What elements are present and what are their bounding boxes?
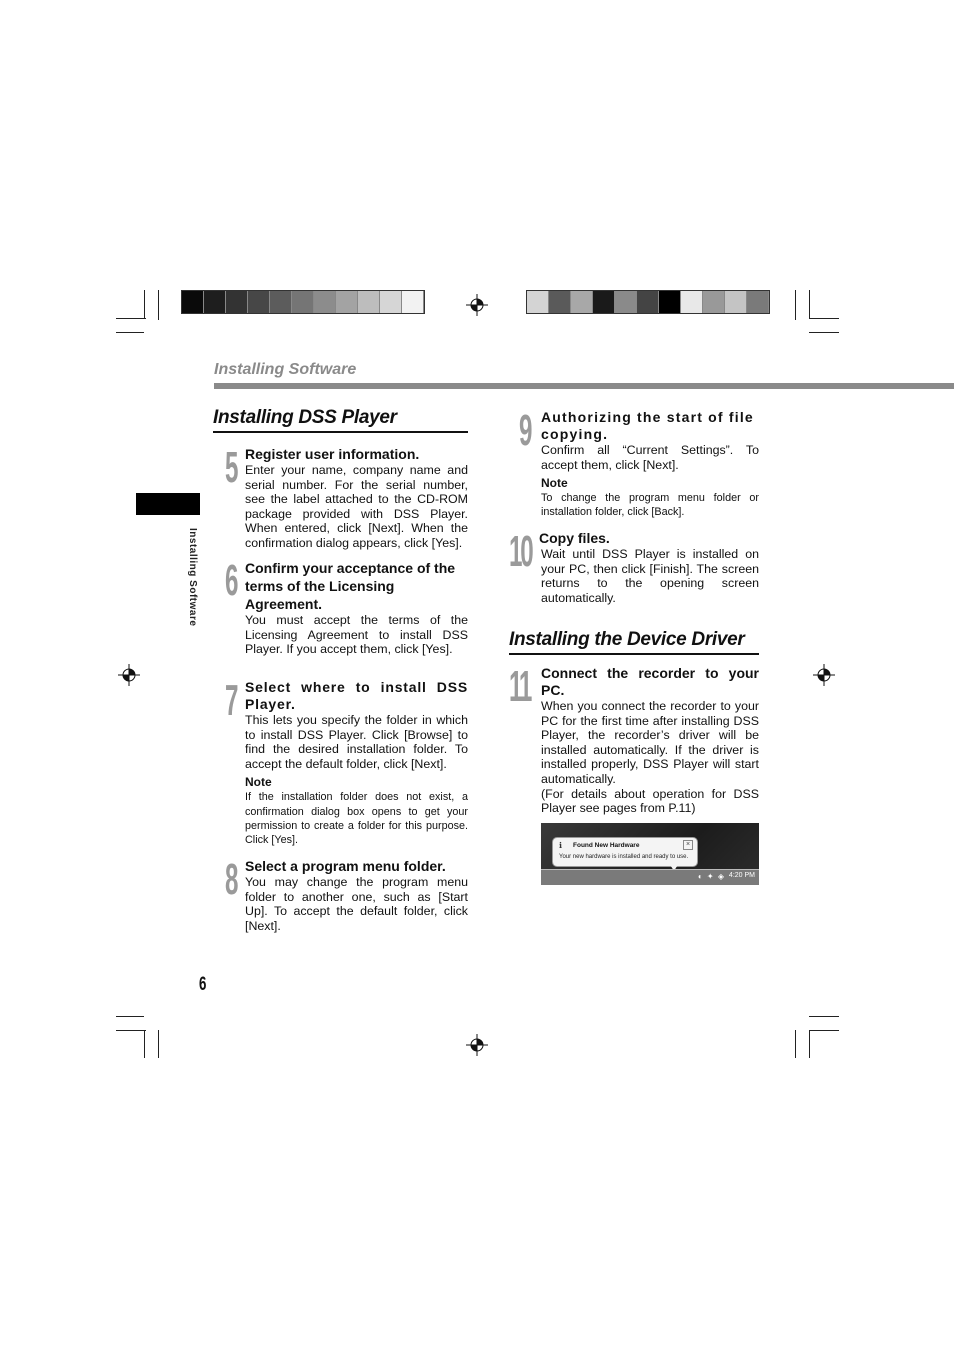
color-swatch bbox=[380, 291, 402, 313]
step-heading: Register user information. bbox=[245, 446, 420, 462]
crop-mark-bottom-left-h bbox=[116, 1016, 144, 1017]
color-swatch bbox=[615, 291, 637, 313]
step-number: 9 bbox=[519, 406, 531, 455]
color-swatch bbox=[747, 291, 769, 313]
step-number: 11 bbox=[509, 662, 531, 711]
color-swatch bbox=[204, 291, 226, 313]
step-5 bbox=[225, 443, 468, 551]
color-swatch bbox=[527, 291, 549, 313]
registration-mark-icon bbox=[813, 664, 835, 686]
crop-mark-top-left-v2 bbox=[158, 290, 159, 320]
step-number: 6 bbox=[225, 556, 237, 605]
taskbar bbox=[541, 869, 759, 885]
crop-mark-top-left-v1 bbox=[144, 290, 145, 318]
color-swatch bbox=[725, 291, 747, 313]
step-body: When you connect the recorder to your PC for the first time after installing DSS Player, the recorder’s driver will be installed automatically. If the driver is installed properly, DSS Player will start automatically. bbox=[541, 699, 759, 786]
crop-mark-top-right-v1 bbox=[795, 290, 796, 320]
step-heading: Select a program menu folder. bbox=[245, 858, 446, 874]
step-heading: Confirm your acceptance of the terms of the Licensing Agreement. bbox=[245, 560, 456, 612]
step-number: 5 bbox=[225, 443, 237, 492]
note-label: Note bbox=[245, 775, 272, 790]
crop-mark-bottom-right-v2 bbox=[809, 1030, 810, 1058]
running-header-label: Installing Software bbox=[214, 361, 357, 378]
note-label: Note bbox=[541, 476, 568, 491]
color-swatch bbox=[270, 291, 292, 313]
info-icon: ℹ bbox=[559, 841, 563, 850]
chapter-tab-label: Installing Software bbox=[187, 528, 198, 627]
found-new-hardware-screenshot bbox=[541, 823, 759, 885]
color-swatch bbox=[659, 291, 681, 313]
step-body: Wait until DSS Player is installed on your PC, then click [Finish]. The screen returns to the opening screen automatically. bbox=[541, 547, 759, 605]
step-body: You may change the program menu folder to another one, such as [Start Up]. To accept the default folder, click [Next]. bbox=[245, 875, 468, 933]
section-installing-device-driver bbox=[509, 629, 759, 655]
chapter-tab bbox=[136, 493, 200, 515]
color-swatch bbox=[402, 291, 424, 313]
registration-mark-icon bbox=[466, 1034, 488, 1056]
crop-mark-top-right-v2 bbox=[809, 290, 810, 318]
balloon-title: Found New Hardware bbox=[573, 842, 640, 849]
color-swatch bbox=[292, 291, 314, 313]
crop-mark-bottom-left-h2 bbox=[116, 1030, 146, 1031]
color-swatch bbox=[182, 291, 204, 313]
section-title: Installing DSS Player bbox=[213, 407, 468, 433]
crop-mark-bottom-left-v1 bbox=[144, 1030, 145, 1058]
step-7 bbox=[225, 676, 468, 848]
system-tray-icons: ◐ ✦ ◈ bbox=[697, 872, 725, 881]
step-number: 8 bbox=[225, 855, 237, 904]
step-9 bbox=[519, 406, 759, 520]
color-swatch bbox=[681, 291, 703, 313]
crop-mark-top-left-h bbox=[116, 318, 146, 319]
step-heading: Select where to install DSS Player. bbox=[245, 679, 468, 712]
color-swatch bbox=[358, 291, 380, 313]
step-body: Enter your name, company name and serial number. For the serial number, see the label attached to the CD-ROM package provided with DSS Player. When entered, click [Next]. When the confirmation dialog appears, click [Yes]. bbox=[245, 463, 468, 550]
color-swatch-strip-left bbox=[181, 290, 425, 314]
color-swatch bbox=[571, 291, 593, 313]
registration-mark-icon bbox=[466, 294, 488, 316]
close-icon: × bbox=[683, 840, 693, 850]
step-body: You must accept the terms of the Licensing Agreement to install DSS Player. If you accept them, click [Yes]. bbox=[245, 613, 468, 657]
step-body: This lets you specify the folder in which to install DSS Player. Click [Browse] to find the desired installation folder. To accept the default folder, click [Next]. bbox=[245, 713, 468, 771]
step-8 bbox=[225, 855, 468, 933]
crop-mark-bottom-right-h bbox=[809, 1016, 839, 1017]
note-body: To change the program menu folder or installation folder, click [Back]. bbox=[541, 492, 759, 519]
color-swatch-strip-right bbox=[526, 290, 770, 314]
step-heading: Connect the recorder to your PC. bbox=[541, 665, 759, 698]
crop-mark-bottom-right-v1 bbox=[795, 1030, 796, 1058]
note-body: If the installation folder does not exist, a confirmation dialog box opens to get your permission to create a folder for this purpose. Click [Yes]. bbox=[245, 791, 468, 847]
running-header-bar bbox=[214, 383, 954, 389]
crop-mark-top-right-h2 bbox=[809, 332, 839, 333]
crop-mark-top-right-h bbox=[809, 318, 839, 319]
step-body-details: (For details about operation for DSS Player see pages from P.11) bbox=[541, 786, 759, 816]
color-swatch bbox=[703, 291, 725, 313]
step-11 bbox=[509, 662, 759, 816]
step-6 bbox=[225, 556, 468, 657]
step-body: Confirm all “Current Settings”. To accept them, click [Next]. bbox=[541, 443, 759, 472]
color-swatch bbox=[248, 291, 270, 313]
balloon-text: Your new hardware is installed and ready to use. bbox=[559, 854, 689, 860]
step-heading: Copy files. bbox=[539, 530, 610, 546]
color-swatch bbox=[314, 291, 336, 313]
crop-mark-bottom-right-h2 bbox=[809, 1030, 839, 1031]
crop-mark-top-left-h2 bbox=[116, 332, 144, 333]
section-title: Installing the Device Driver bbox=[509, 629, 759, 655]
step-10 bbox=[509, 527, 759, 605]
step-number: 10 bbox=[509, 527, 532, 576]
page-number: 6 bbox=[199, 974, 207, 995]
color-swatch bbox=[637, 291, 659, 313]
step-number: 7 bbox=[225, 676, 237, 725]
step-heading: Authorizing the start of file copying. bbox=[541, 409, 754, 442]
color-swatch bbox=[336, 291, 358, 313]
section-installing-dss-player bbox=[213, 407, 468, 433]
color-swatch bbox=[226, 291, 248, 313]
tray-clock: 4:20 PM bbox=[728, 872, 755, 879]
color-swatch bbox=[549, 291, 571, 313]
registration-mark-icon bbox=[118, 664, 140, 686]
crop-mark-bottom-left-v2 bbox=[158, 1030, 159, 1058]
color-swatch bbox=[593, 291, 615, 313]
